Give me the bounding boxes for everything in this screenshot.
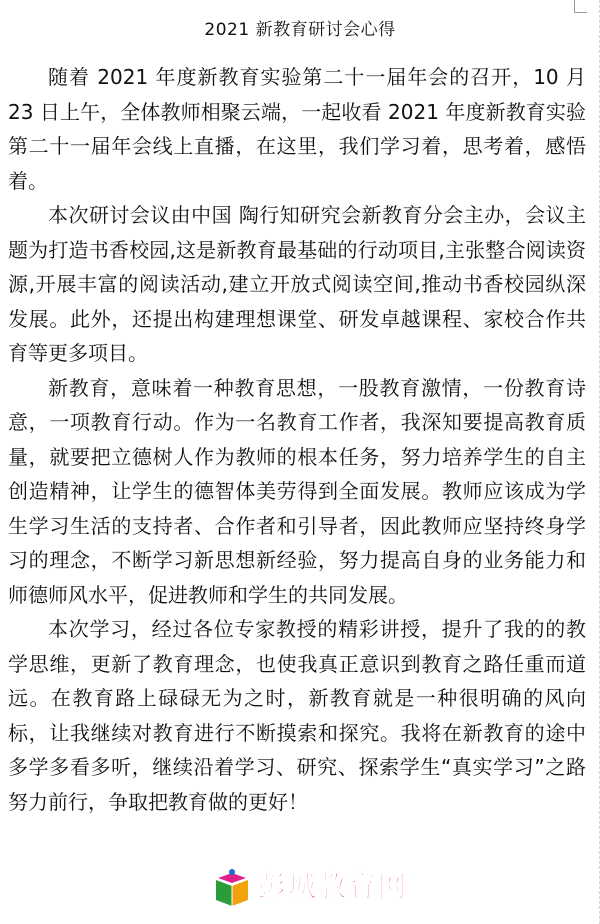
paragraph-4: 本次学习，经过各位专家教授的精彩讲授，提升了我的的教学思维，更新了教育理念，也使我真正意识到教育之路任重而道远。在教育路上碌碌无为之时，新教育就是一种很明确的风向标，让我继续对教育进行不断摸索和探究。我将在新教育的途中多学多看多听，继续沿着学习、研究、探索学生“真实学习”之路努力前行，争取把教育做的更好！: [8, 617, 586, 814]
paragraph-2: 本次研讨会议由中国 陶行知研究会新教育分会主办，会议主题为打造书香校园,这是新教育最基础的行动项目,主张整合阅读资源,开展丰富的阅读活动,建立开放式阅读空间,推动书香校园纵深发展。此外，还提出构建理想课堂、研发卓越课程、家校合作共育等更多项目。: [8, 203, 586, 365]
paragraph-1: 随着 2021 年度新教育实验第二十一届年会的召开，10 月 23 日上午，全体教师相聚云端，一起收看 2021 年度新教育实验第二十一届年会线上直播，在这里，我们学习着，思考着，感悟着。: [8, 65, 586, 193]
watermark: [212, 866, 432, 912]
paragraph-3: 新教育，意味着一种教育思想，一股教育激情，一份教育诗意，一项教育行动。作为一名教育工作者，我深知要提高教育质量，就要把立德树人作为教师的根本任务，努力培养学生的自主创造精神，让学生的德智体美劳得到全面发展。教师应该成为学生学习生活的支持者、合作者和引导者，因此教师应坚持终身学习的理念，不断学习新思想新经验，努力提高自身的业务能力和师德师风水平，促进教师和学生的共同发展。: [8, 375, 586, 607]
book-logo-icon: [212, 868, 252, 908]
document-body: [8, 60, 586, 819]
document-title: 2021 新教育研讨会心得: [204, 20, 396, 40]
page-corner-marker: [574, 0, 587, 13]
watermark-text: 彭城教育网: [258, 870, 409, 903]
